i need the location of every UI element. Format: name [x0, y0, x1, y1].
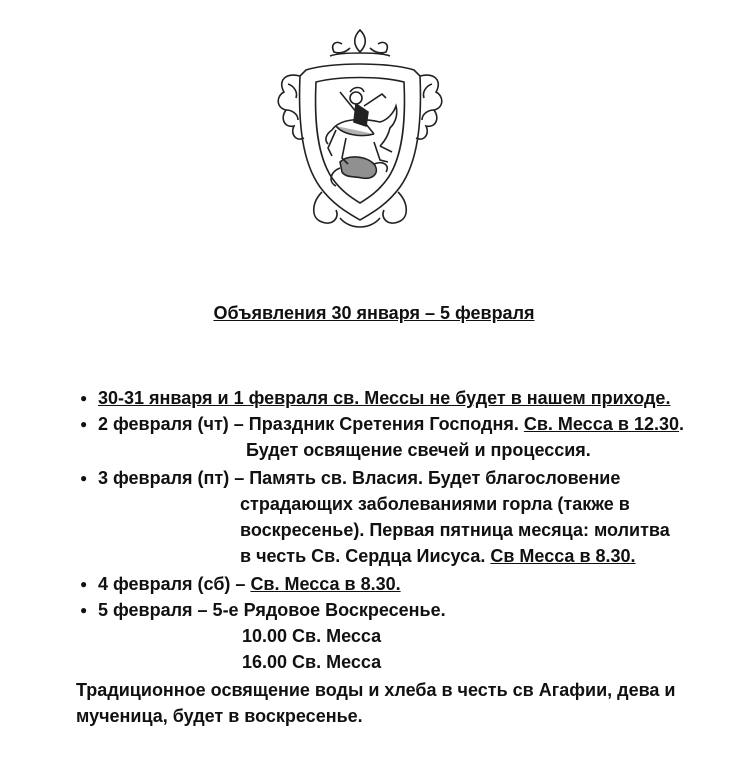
- item-text: 4 февраля (сб) –: [98, 574, 251, 594]
- coat-of-arms-emblem: [270, 22, 450, 242]
- item-text: в честь Св. Сердца Иисуса.: [240, 546, 491, 566]
- bullet-icon: ●: [80, 417, 88, 431]
- item-text: воскресенье). Первая пятница месяца: молитва: [240, 520, 670, 540]
- item-text: Будет освящение свечей и процессия.: [246, 440, 591, 460]
- bullet-icon: ●: [80, 391, 88, 405]
- item-text: 10.00 Св. Месса: [242, 626, 382, 646]
- footer-text: мученица, будет в воскресенье.: [76, 706, 363, 726]
- item-text-underlined: Св. Месса в 12.30: [523, 414, 680, 434]
- list-item: [240, 543, 636, 569]
- bullet-icon: ●: [80, 577, 88, 591]
- footer-text: Традиционное освящение воды и хлеба в честь св Агафии, дева и: [76, 680, 676, 700]
- bullet-icon: ●: [80, 603, 88, 617]
- item-text: 2 февраля (чт) – Праздник Сретения Господня.: [98, 414, 524, 434]
- item-text: 16.00 Св. Месса: [242, 652, 382, 672]
- item-text-underlined: Св. Месса в 8.30.: [250, 574, 401, 594]
- bullet-icon: ●: [80, 471, 88, 485]
- item-text-underlined: 30-31 января и 1 февраля св. Мессы не будет в нашем приходе.: [98, 388, 671, 408]
- list-item: [98, 571, 401, 597]
- item-text: 3 февраля (пт) – Память св. Власия. Будет благословение: [98, 468, 621, 488]
- list-item: [98, 411, 684, 437]
- item-text: 5 февраля – 5-е Рядовое Воскресенье.: [98, 600, 446, 620]
- item-text-underlined: Св Месса в 8.30.: [490, 546, 636, 566]
- item-text: страдающих заболеваниями горла (также в: [240, 494, 630, 514]
- list-item: [98, 385, 670, 411]
- page-title: Объявления 30 января – 5 февраля: [213, 303, 535, 323]
- item-text: .: [679, 414, 685, 434]
